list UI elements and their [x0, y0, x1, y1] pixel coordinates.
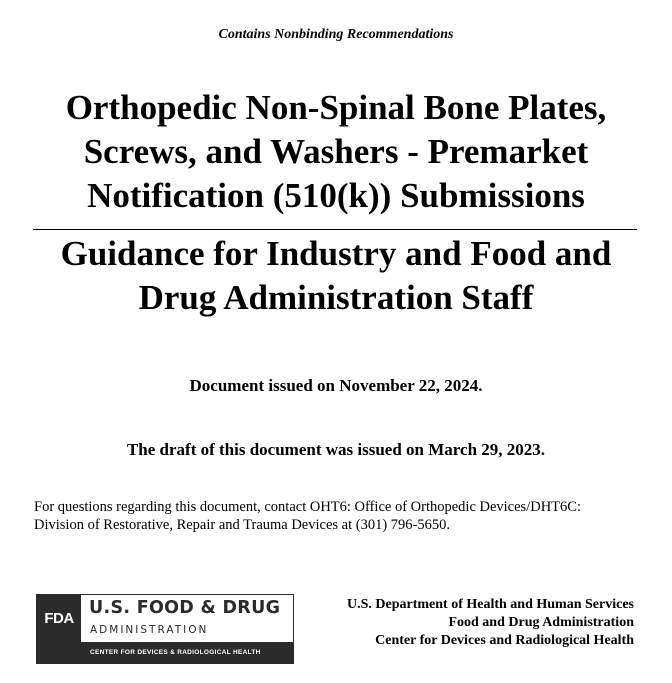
title-line: Orthopedic Non-Spinal Bone Plates, [65, 88, 607, 127]
draft-date: The draft of this document was issued on March 29, 2023. [126, 440, 546, 459]
fda-mark-icon: FDA [37, 595, 81, 642]
contact-line: For questions regarding this document, contact OHT6: Office of Orthopedic Devices/DHT6C: [34, 499, 581, 515]
fda-logo-name: U.S. FOOD & DRUG [89, 598, 281, 618]
fda-logo-admin: ADMINISTRATION [90, 624, 209, 636]
fda-logo-center: CENTER FOR DEVICES & RADIOLOGICAL HEALTH [37, 642, 293, 663]
contact-line: Division of Restorative, Repair and Trauma Devices at (301) 796-5650. [34, 517, 450, 533]
title-divider [33, 229, 637, 230]
subtitle-line: Drug Administration Staff [138, 278, 534, 317]
title-line: Notification (510(k)) Submissions [87, 176, 585, 215]
title-line: Screws, and Washers - Premarket [83, 132, 589, 171]
department-line: Food and Drug Administration [448, 615, 634, 630]
issued-date: Document issued on November 22, 2024. [189, 376, 483, 395]
contact-info [34, 498, 654, 534]
fda-logo [36, 594, 294, 664]
document-subtitle [20, 232, 652, 320]
subtitle-line: Guidance for Industry and Food and [60, 234, 612, 273]
department-line: U.S. Department of Health and Human Services [347, 597, 634, 612]
document-title [20, 86, 652, 218]
department-line: Center for Devices and Radiological Health [375, 633, 634, 648]
department-block [347, 596, 634, 650]
nonbinding-note: Contains Nonbinding Recommendations [218, 27, 454, 42]
